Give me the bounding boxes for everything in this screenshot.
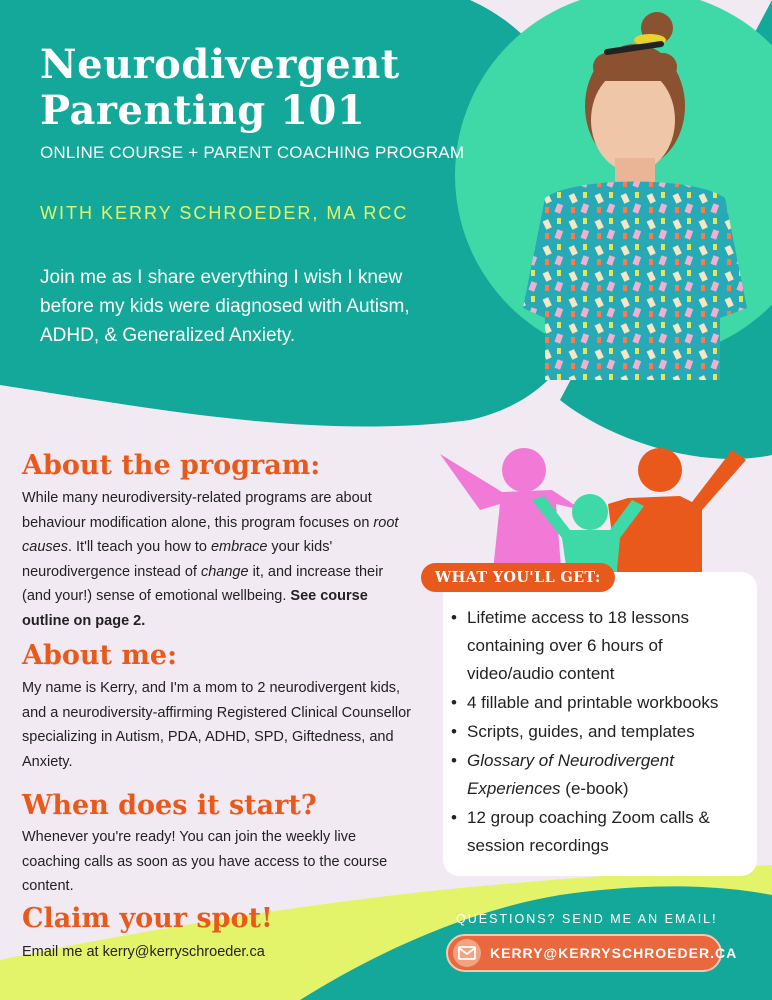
about-program-heading: About the program: (22, 450, 321, 481)
about-program-text (22, 486, 402, 633)
email-button-label: KERRY@KERRYSCHROEDER.CA (490, 945, 738, 961)
claim-heading: Claim your spot! (22, 903, 273, 934)
about-program-em-1: root causes (22, 514, 399, 555)
page-subtitle: ONLINE COURSE + PARENT COACHING PROGRAM (40, 143, 465, 162)
intro-paragraph: Join me as I share everything I wish I knew before my kids were diagnosed with Autism, ADHD, & Generalized Anxiety. (40, 267, 410, 346)
about-program-text-4: it, and increase their (and your!) sense of emotional wellbeing. (22, 563, 384, 604)
course-outline-note: See course outline on page 2. (22, 588, 368, 629)
author-line: WITH KERRY SCHROEDER, MA RCC (40, 203, 409, 223)
about-program-text-3: your kids' neurodivergence instead of (22, 539, 333, 580)
list-item: • 12 group coaching Zoom calls & session recordings (445, 804, 750, 860)
questions-label: QUESTIONS? SEND ME AN EMAIL! (456, 912, 718, 926)
portrait-photo (515, 8, 755, 380)
claim-text: Email me at kerry@kerryschroeder.ca (22, 944, 265, 960)
list-item (445, 747, 750, 803)
envelope-icon (453, 939, 481, 967)
glossary-title: Glossary of Neurodivergent Experiences (467, 751, 674, 798)
when-heading: When does it start? (22, 790, 317, 821)
what-you-get-badge: WHAT YOU'LL GET: (421, 563, 615, 592)
about-program-em-3: change (200, 563, 249, 580)
benefits-list (445, 604, 750, 861)
list-item: • 4 fillable and printable workbooks (445, 689, 750, 717)
page-title (40, 42, 520, 134)
email-button[interactable] (446, 934, 738, 972)
glossary-suffix: (e-book) (560, 779, 629, 798)
list-item: • Lifetime access to 18 lessons containing over 6 hours of video/audio content (445, 604, 750, 688)
title-line-1: Neurodivergent (40, 41, 400, 88)
about-me-heading: About me: (22, 640, 178, 671)
about-me-text: My name is Kerry, and I'm a mom to 2 neurodivergent kids, and a neurodiversity-affirming Registered Clinical Counsellor specializing in Autism, PDA, ADHD, SPD, Giftedness, and Anxiety. (22, 680, 412, 770)
about-program-text-2: . It'll teach you how to (67, 539, 211, 555)
list-item: • Scripts, guides, and templates (445, 718, 750, 746)
about-program-text-1: While many neurodiversity-related programs are about behaviour modification alone, this program focuses on (22, 490, 374, 531)
about-program-em-2: embrace (210, 539, 268, 555)
title-line-2: Parenting 101 (40, 87, 366, 134)
people-illustration-icon (432, 440, 748, 580)
when-text: Whenever you're ready! You can join the weekly live coaching calls as soon as you have access to the course content. (22, 829, 388, 894)
